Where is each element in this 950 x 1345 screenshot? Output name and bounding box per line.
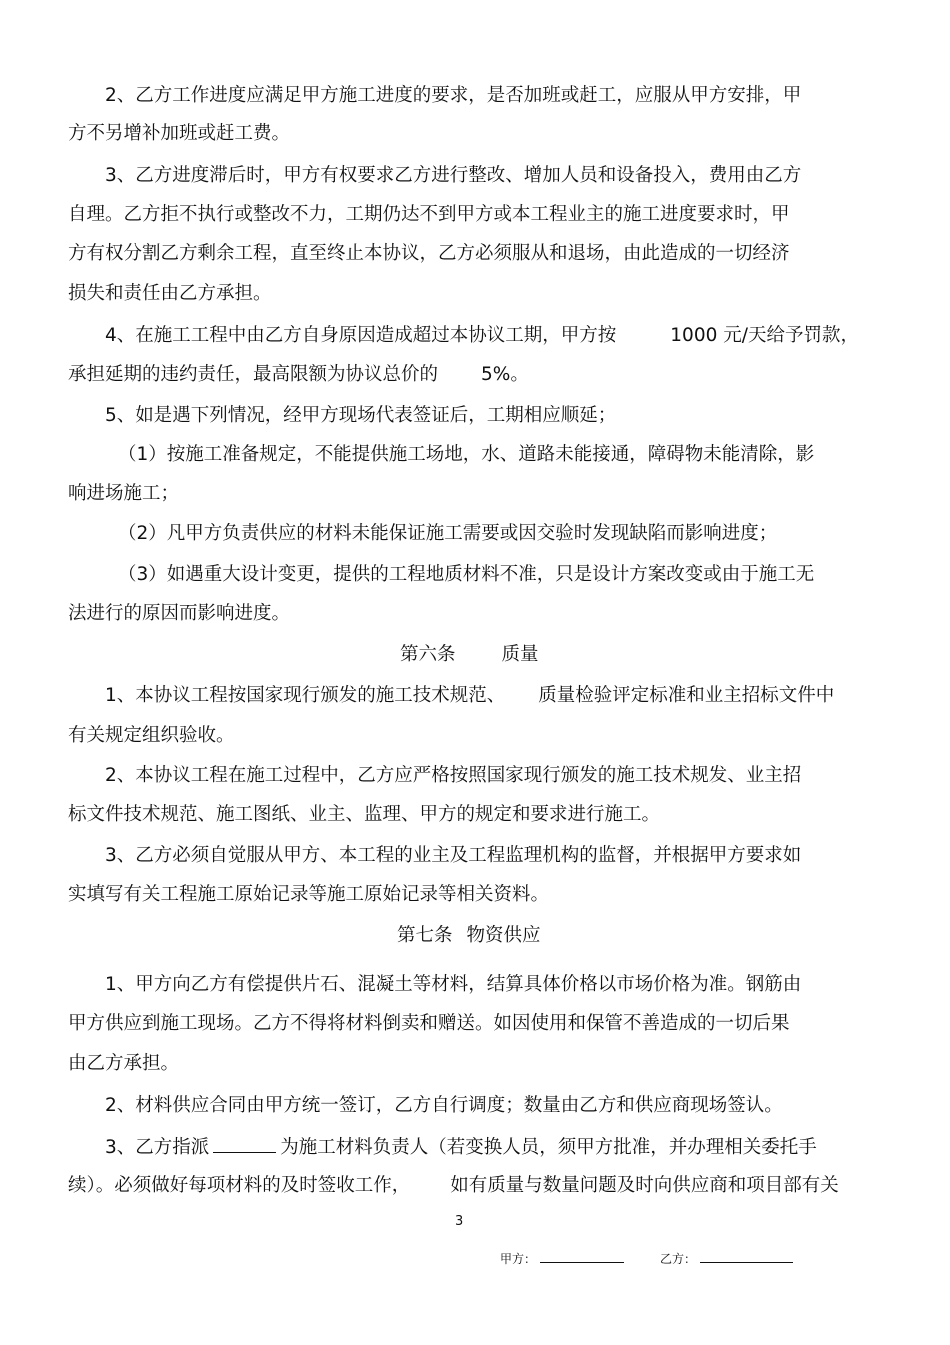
text-segment: 4、在施工工程中由乙方自身原因造成超过本协议工期，甲方按 [105, 325, 617, 346]
text-segment: （2）凡甲方负责供应的材料未能保证施工需要或因交验时发现缺陷而影响进度； [118, 523, 778, 544]
text-segment: 承担延期的违约责任，最高限额为协议总价的 [68, 364, 439, 385]
text-segment: 甲方供应到施工现场。乙方不得将材料倒卖和赠送。如因使用和保管不善造成的一切后果 [68, 1013, 790, 1034]
text-line [68, 1052, 179, 1076]
text-segment: 5%。 [481, 364, 529, 385]
text-segment: 标文件技术规范、施工图纸、业主、监理、甲方的规定和要求进行施工。 [68, 804, 661, 825]
text-line [68, 602, 290, 626]
fill-in-blank[interactable] [213, 1135, 276, 1153]
text-segment: 方不另增补加班或赶工费。 [68, 123, 291, 144]
text-line [68, 803, 660, 827]
text-segment: 2、乙方工作进度应满足甲方施工进度的要求，是否加班或赶工，应服从甲方安排，甲 [105, 85, 802, 106]
text-segment: （1）按施工准备规定，不能提供施工场地，水、道路未能接通，障碍物未能清除，影 [118, 444, 815, 465]
text-line [68, 363, 529, 387]
text-segment: 自理。乙方拒不执行或整改不力，工期仍达不到甲方或本工程业主的施工进度要求时，甲 [68, 204, 790, 225]
text-segment: 法进行的原因而影响进度。 [68, 603, 291, 624]
text-line [400, 643, 539, 667]
text-segment: （3）如遇重大设计变更，提供的工程地质材料不准，只是设计方案改变或由于施工无 [118, 564, 815, 585]
text-line [105, 1094, 783, 1118]
text-segment: 3、乙方必须自觉服从甲方、本工程的业主及工程监理机构的监督，并根据甲方要求如 [105, 845, 802, 866]
text-line [68, 724, 235, 748]
text-line [105, 164, 801, 188]
text-segment: 2、本协议工程在施工过程中，乙方应严格按照国家现行颁发的施工技术规发、业主招 [105, 765, 802, 786]
text-line [105, 844, 801, 868]
text-segment: 由乙方承担。 [68, 1053, 180, 1074]
text-line [105, 404, 616, 428]
page-number: 3 [455, 1214, 464, 1229]
text-segment: 响进场施工； [68, 483, 180, 504]
text-segment: 续）。必须做好每项材料的及时签收工作， [68, 1175, 411, 1196]
text-segment: 有关规定组织验收。 [68, 725, 235, 746]
text-line [118, 563, 814, 587]
text-line [105, 324, 859, 348]
text-segment: 物资供应 [466, 925, 541, 946]
text-line [68, 1174, 839, 1198]
text-line [105, 973, 801, 997]
signature-field [500, 1250, 624, 1268]
text-segment: 1、甲方向乙方有偿提供片石、混凝土等材料，结算具体价格以市场价格为准。钢筋由 [105, 974, 802, 995]
text-line [68, 242, 790, 266]
text-line [105, 1135, 817, 1160]
text-segment: 3、乙方指派 [105, 1137, 210, 1158]
text-line [68, 1012, 790, 1036]
text-line [118, 443, 814, 467]
signature-label: 甲方： [500, 1252, 537, 1266]
text-segment: 实填写有关工程施工原始记录等施工原始记录等相关资料。 [68, 884, 550, 905]
text-segment: 3、乙方进度滞后时，甲方有权要求乙方进行整改、增加人员和设备投入，费用由乙方 [105, 165, 802, 186]
text-segment: 质量检验评定标准和业主招标文件中 [538, 685, 835, 706]
text-line [105, 764, 801, 788]
text-segment: 1、本协议工程按国家现行颁发的施工技术规范、 [105, 685, 506, 706]
text-segment: 损失和责任由乙方承担。 [68, 283, 272, 304]
text-segment: 如有质量与数量问题及时向供应商和项目部有关 [450, 1175, 839, 1196]
text-segment: 第六条 [400, 644, 456, 665]
signature-label: 乙方： [660, 1252, 697, 1266]
signature-blank[interactable] [700, 1250, 793, 1263]
text-segment: 方有权分割乙方剩余工程，直至终止本协议，乙方必须服从和退场，由此造成的一切经济 [68, 243, 790, 264]
text-segment: 2、材料供应合同由甲方统一签订，乙方自行调度；数量由乙方和供应商现场签认。 [105, 1095, 783, 1116]
text-line [68, 482, 179, 506]
text-segment: 质量 [501, 644, 539, 665]
text-segment: 为施工材料负责人（若变换人员，须甲方批准，并办理相关委托手 [280, 1137, 817, 1158]
text-line [118, 522, 777, 546]
text-line [68, 282, 272, 306]
text-line [68, 883, 549, 907]
text-segment: 1000 元/天给予罚款， [670, 325, 859, 346]
text-line [68, 203, 790, 227]
text-line [397, 924, 541, 948]
text-line [105, 84, 801, 108]
text-line [105, 684, 834, 708]
signature-field [660, 1250, 793, 1268]
text-segment: 第七条 [397, 925, 453, 946]
text-line [68, 122, 290, 146]
signature-blank[interactable] [540, 1250, 624, 1263]
text-segment: 5、如是遇下列情况，经甲方现场代表签证后，工期相应顺延； [105, 405, 617, 426]
